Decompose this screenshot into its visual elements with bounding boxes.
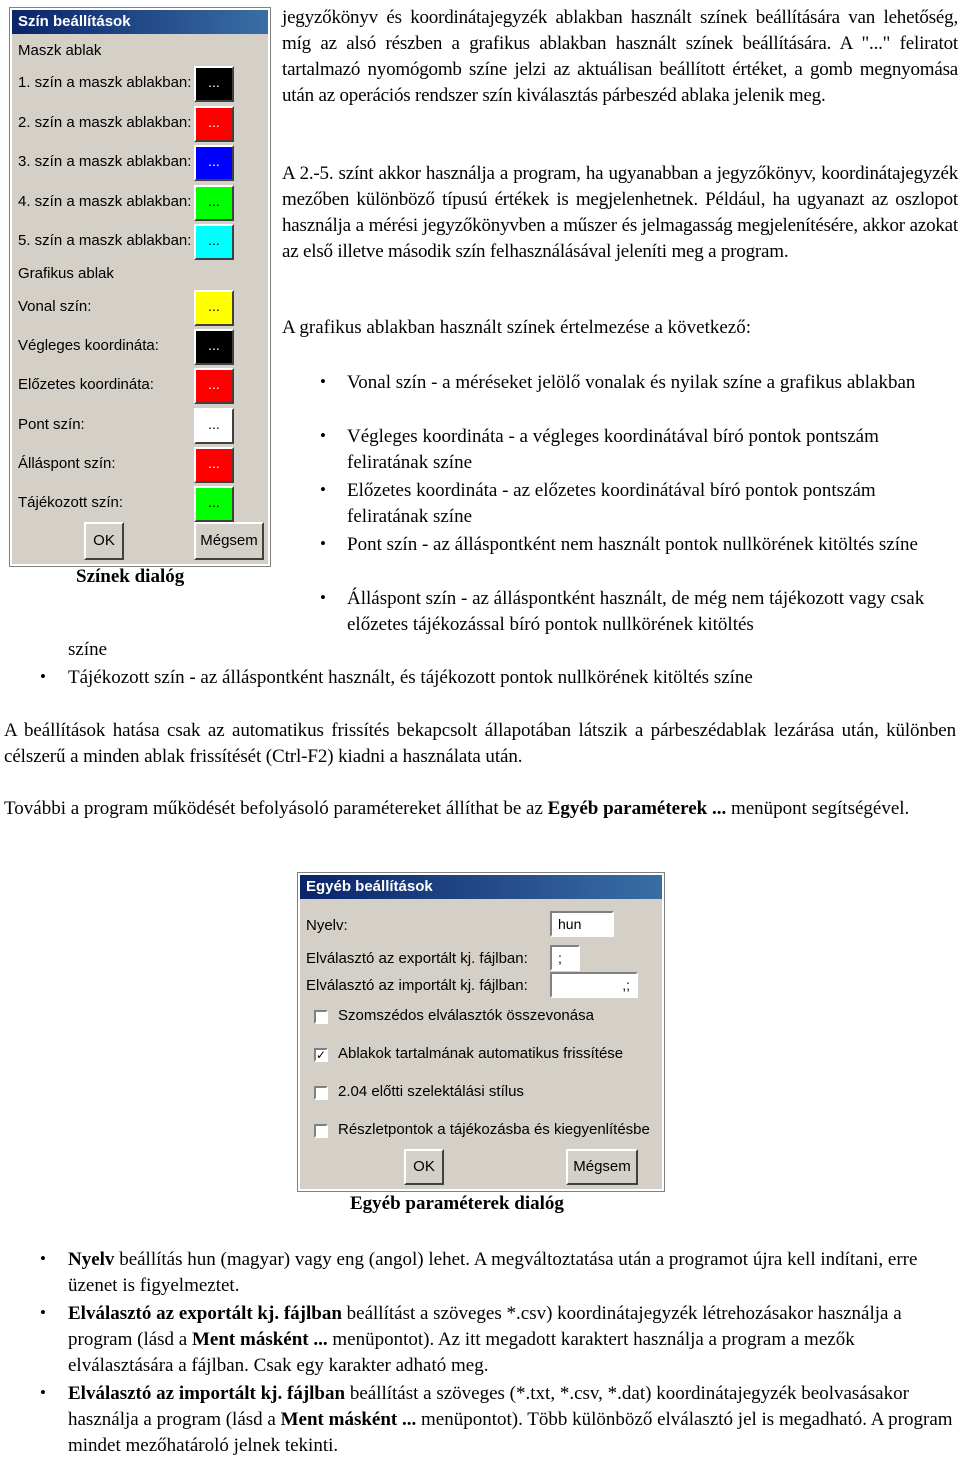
paragraph-4: A beállítások hatása csak az automatikus frissítés bekapcsolt állapotában látszik a párbeszédablak lezárása után, különben célszerű a minden ablak frissítését (Ctrl-F2) kiadni a használata után. [4, 720, 956, 767]
row-label-2: 2. szín a maszk ablakban: [18, 114, 192, 131]
bottom-bullet-1 [68, 1247, 958, 1299]
color-button-point[interactable]: ... [194, 408, 234, 444]
merge-separators-checkbox[interactable] [314, 1010, 328, 1024]
color-button-5[interactable]: ... [194, 224, 234, 260]
color-button-line[interactable]: ... [194, 290, 234, 326]
old-selection-label: 2.04 előtti szelektálási stílus [338, 1083, 524, 1100]
paragraph-3: A grafikus ablakban használt színek értelmezése a következő: [282, 317, 751, 338]
colors-dialog-caption: Színek dialóg [76, 566, 185, 587]
import-separator-label: Elválasztó az importált kj. fájlban: [306, 977, 528, 994]
bottom-bullet-dot-2: • [40, 1303, 46, 1322]
bullet-text-1: Vonal szín - a méréseket jelölő vonalak és nyilak színe a grafikus ablakban [347, 372, 916, 393]
row-label-line: Vonal szín: [18, 298, 92, 315]
detail-points-checkbox[interactable] [314, 1124, 328, 1138]
bullet-text-6: Tájékozott szín - az álláspontként használt, és tájékozott pontok nullkörének kitöltés színe [68, 667, 753, 688]
bullet-text-5-tail: színe [68, 639, 108, 660]
bottom-bullet-3-bold: Elválasztó az importált kj. fájlban [68, 1383, 346, 1404]
paragraph-5-a: További a program működését befolyásoló paramétereket állíthat be az [4, 798, 548, 819]
language-value: hun [558, 916, 582, 932]
color-button-prelim[interactable]: ... [194, 368, 234, 404]
colors-ok-button[interactable]: OK [84, 522, 124, 560]
group-mask-label: Maszk ablak [18, 42, 102, 59]
bullet-dot-1: • [320, 372, 326, 391]
other-dialog-title: Egyéb beállítások [300, 875, 662, 899]
bullet-text-3: Előzetes koordináta - az előzetes koordinátával bíró pontok pontszám feliratának színe [347, 480, 876, 527]
language-label: Nyelv: [306, 917, 348, 934]
color-button-2[interactable]: ... [194, 106, 234, 142]
import-separator-input[interactable] [550, 972, 638, 998]
import-separator-value: ,; [622, 977, 630, 993]
row-label-5: 5. szín a maszk ablakban: [18, 232, 192, 249]
merge-separators-label: Szomszédos elválasztók összevonása [338, 1007, 594, 1024]
row-label-4: 4. szín a maszk ablakban: [18, 193, 192, 210]
bottom-bullet-2-text2: menüpontot). Az itt megadott karaktert használja a program a mezők elválasztására a fájlban. Csak egy karakter adható meg. [68, 1329, 855, 1376]
bullet-dot-2: • [320, 426, 326, 445]
colors-dialog [10, 8, 270, 566]
bottom-bullet-2-bold2: Ment másként ... [191, 1329, 328, 1350]
other-dialog-caption: Egyéb paraméterek dialóg [350, 1193, 564, 1214]
bottom-bullet-dot-3: • [40, 1383, 46, 1402]
bottom-bullet-1-text: beállítás hun (magyar) vagy eng (angol) lehet. A megváltoztatása után a programot újra kell indítani, erre üzenet is figyelmeztet. [68, 1249, 918, 1296]
bottom-bullet-3-text: beállítást a szöveges (*.txt, *.csv, *.dat) koordinátajegyzék beolvasásakor használja a program (lásd a [68, 1383, 909, 1430]
paragraph-1: jegyzőkönyv és koordinátajegyzék ablakban használt színek beállítására van lehetőség, míg az alsó részben a grafikus ablakban használt színek beállítására. A "..." feliratot tartalmazó nyomógomb színe jelzi az aktuálisan beállított értéket, a gomb megnyomása után az operációs rendszer szín kiválasztás párbeszéd ablaka jelenik meg. [282, 7, 958, 106]
color-button-oriented[interactable]: ... [194, 486, 234, 522]
group-graphic-label: Grafikus ablak [18, 265, 114, 282]
export-separator-input[interactable]: ; [550, 945, 580, 971]
auto-refresh-label: Ablakok tartalmának automatikus frissítése [338, 1045, 624, 1062]
detail-points-label: Részletpontok a tájékozásba és kiegyenlítésbe [338, 1121, 650, 1138]
colors-dialog-title: Szín beállítások [12, 10, 268, 34]
auto-refresh-checkbox[interactable] [314, 1048, 328, 1062]
bottom-bullet-dot-1: • [40, 1249, 46, 1268]
old-selection-checkbox[interactable] [314, 1086, 328, 1100]
bottom-bullet-2-bold: Elválasztó az exportált kj. fájlban [68, 1303, 342, 1324]
color-button-station[interactable]: ... [194, 447, 234, 483]
bullet-dot-5: • [320, 588, 326, 607]
paragraph-2: A 2.-5. színt akkor használja a program, ha ugyanabban a jegyzőkönyv, koordinátajegyzék mezőben különböző típusú értékek is megjelenhetnek. Például, ha ugyanazt az oszlopot használja a mérési jegyzőkönyvben a műszer és jelmagasság megjelenítésére, akkor azokat az első illetve második szín felhasználásával jeleníti meg a program. [282, 163, 958, 262]
color-button-final[interactable]: ... [194, 329, 234, 365]
row-label-final: Végleges koordináta: [18, 337, 159, 354]
bullet-text-5: Álláspont szín - az álláspontként használt, de még nem tájékozott vagy csak előzetes tájékozással bíró pontok nullkörének kitöltés [347, 588, 925, 635]
bottom-bullet-2 [68, 1301, 958, 1379]
paragraph-5 [4, 796, 960, 822]
bullet-dot-4: • [320, 534, 326, 553]
bottom-bullet-1-bold: Nyelv [68, 1249, 115, 1270]
row-label-3: 3. szín a maszk ablakban: [18, 153, 192, 170]
bottom-bullet-3-bold2: Ment másként ... [280, 1409, 417, 1430]
colors-cancel-button[interactable]: Mégsem [194, 522, 264, 560]
bottom-bullet-3-text2: menüpontot). Több különböző elválasztó jel is megadható. A program mindet mezőhatároló jelnek tekinti. [68, 1409, 953, 1456]
row-label-oriented: Tájékozott szín: [18, 494, 124, 511]
row-label-point: Pont szín: [18, 416, 85, 433]
export-separator-label: Elválasztó az exportált kj. fájlban: [306, 950, 528, 967]
language-select[interactable] [550, 911, 614, 937]
check-mark-icon: ✓ [316, 1048, 327, 1062]
bottom-bullet-2-text: beállítást a szöveges *.csv) koordinátajegyzék létrehozásakor használja a program (lásd a [68, 1303, 902, 1350]
bullet-dot-6: • [40, 667, 46, 686]
paragraph-5-bold: Egyéb paraméterek ... [547, 798, 727, 819]
row-label-1: 1. szín a maszk ablakban: [18, 74, 192, 91]
bottom-bullet-3 [68, 1381, 958, 1459]
color-button-1[interactable]: ... [194, 66, 234, 102]
bullet-text-4: Pont szín - az álláspontként nem használt pontok nullkörének kitöltés színe [347, 534, 918, 555]
other-dialog [298, 873, 664, 1191]
color-button-3[interactable]: ... [194, 145, 234, 181]
other-ok-button[interactable]: OK [404, 1149, 444, 1185]
row-label-station: Álláspont szín: [18, 455, 116, 472]
paragraph-5-c: menüpont segítségével. [726, 798, 910, 819]
color-button-4[interactable]: ... [194, 185, 234, 221]
bullet-text-2: Végleges koordináta - a végleges koordinátával bíró pontok pontszám feliratának színe [347, 426, 879, 473]
other-cancel-button[interactable]: Mégsem [566, 1149, 638, 1185]
row-label-prelim: Előzetes koordináta: [18, 376, 154, 393]
bullet-dot-3: • [320, 480, 326, 499]
